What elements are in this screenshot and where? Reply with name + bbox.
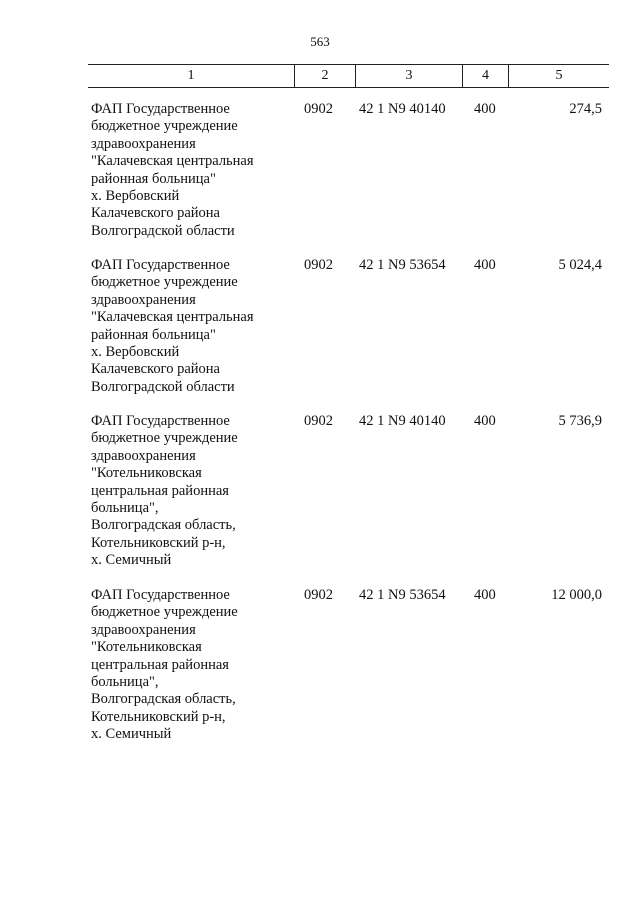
- description-line: здравоохранения: [91, 621, 196, 638]
- description-line: бюджетное учреждение: [91, 118, 238, 135]
- description-line: Волгоградской области: [91, 222, 235, 239]
- description-line: бюджетное учреждение: [91, 274, 238, 291]
- target-article-code: 42 1 N9 40140: [359, 101, 446, 117]
- expense-type-code: 400: [474, 101, 496, 117]
- row-description: [91, 101, 291, 240]
- description-line: районная больница": [91, 326, 216, 343]
- section-code: 0902: [304, 257, 333, 273]
- description-line: "Калачевская центральная: [91, 153, 254, 170]
- description-line: х. Семичный: [91, 552, 172, 569]
- amount: 5 736,9: [558, 413, 602, 429]
- expense-type-code: 400: [474, 587, 496, 603]
- description-line: здравоохранения: [91, 447, 196, 464]
- column-header-4: 4: [463, 65, 509, 87]
- description-line: бюджетное учреждение: [91, 430, 238, 447]
- description-line: Волгоградская область,: [91, 691, 236, 708]
- description-line: Котельниковский р-н,: [91, 708, 226, 725]
- column-header-2: 2: [295, 65, 356, 87]
- target-article-code: 42 1 N9 53654: [359, 587, 446, 603]
- description-line: Калачевского района: [91, 361, 220, 378]
- row-description: [91, 257, 291, 396]
- row-description: [91, 587, 291, 744]
- table-header: [88, 64, 609, 88]
- description-line: здравоохранения: [91, 291, 196, 308]
- expense-type-code: 400: [474, 257, 496, 273]
- description-line: Волгоградской области: [91, 378, 235, 395]
- description-line: Волгоградская область,: [91, 517, 236, 534]
- column-header-3: 3: [356, 65, 463, 87]
- description-line: районная больница": [91, 170, 216, 187]
- amount: 12 000,0: [551, 587, 602, 603]
- description-line: "Котельниковская: [91, 465, 202, 482]
- description-line: центральная районная: [91, 482, 229, 499]
- expense-type-code: 400: [474, 413, 496, 429]
- description-line: здравоохранения: [91, 135, 196, 152]
- description-line: х. Вербовский: [91, 344, 180, 361]
- column-header-5: 5: [555, 68, 563, 83]
- description-line: ФАП Государственное: [91, 257, 230, 273]
- row-description: [91, 413, 291, 570]
- section-code: 0902: [304, 101, 333, 117]
- column-header-1: 1: [88, 65, 295, 87]
- amount: 274,5: [569, 101, 602, 117]
- description-line: бюджетное учреждение: [91, 604, 238, 621]
- description-line: ФАП Государственное: [91, 101, 230, 117]
- description-line: больница",: [91, 500, 159, 517]
- target-article-code: 42 1 N9 53654: [359, 257, 446, 273]
- target-article-code: 42 1 N9 40140: [359, 413, 446, 429]
- description-line: Калачевского района: [91, 205, 220, 222]
- page-number: 563: [310, 34, 330, 49]
- description-line: х. Семичный: [91, 726, 172, 743]
- description-line: х. Вербовский: [91, 188, 180, 205]
- description-line: Котельниковский р-н,: [91, 534, 226, 551]
- section-code: 0902: [304, 587, 333, 603]
- section-code: 0902: [304, 413, 333, 429]
- description-line: "Котельниковская: [91, 639, 202, 656]
- description-line: центральная районная: [91, 656, 229, 673]
- description-line: ФАП Государственное: [91, 587, 230, 603]
- description-line: ФАП Государственное: [91, 413, 230, 429]
- amount: 5 024,4: [558, 257, 602, 273]
- description-line: "Калачевская центральная: [91, 309, 254, 326]
- description-line: больница",: [91, 674, 159, 691]
